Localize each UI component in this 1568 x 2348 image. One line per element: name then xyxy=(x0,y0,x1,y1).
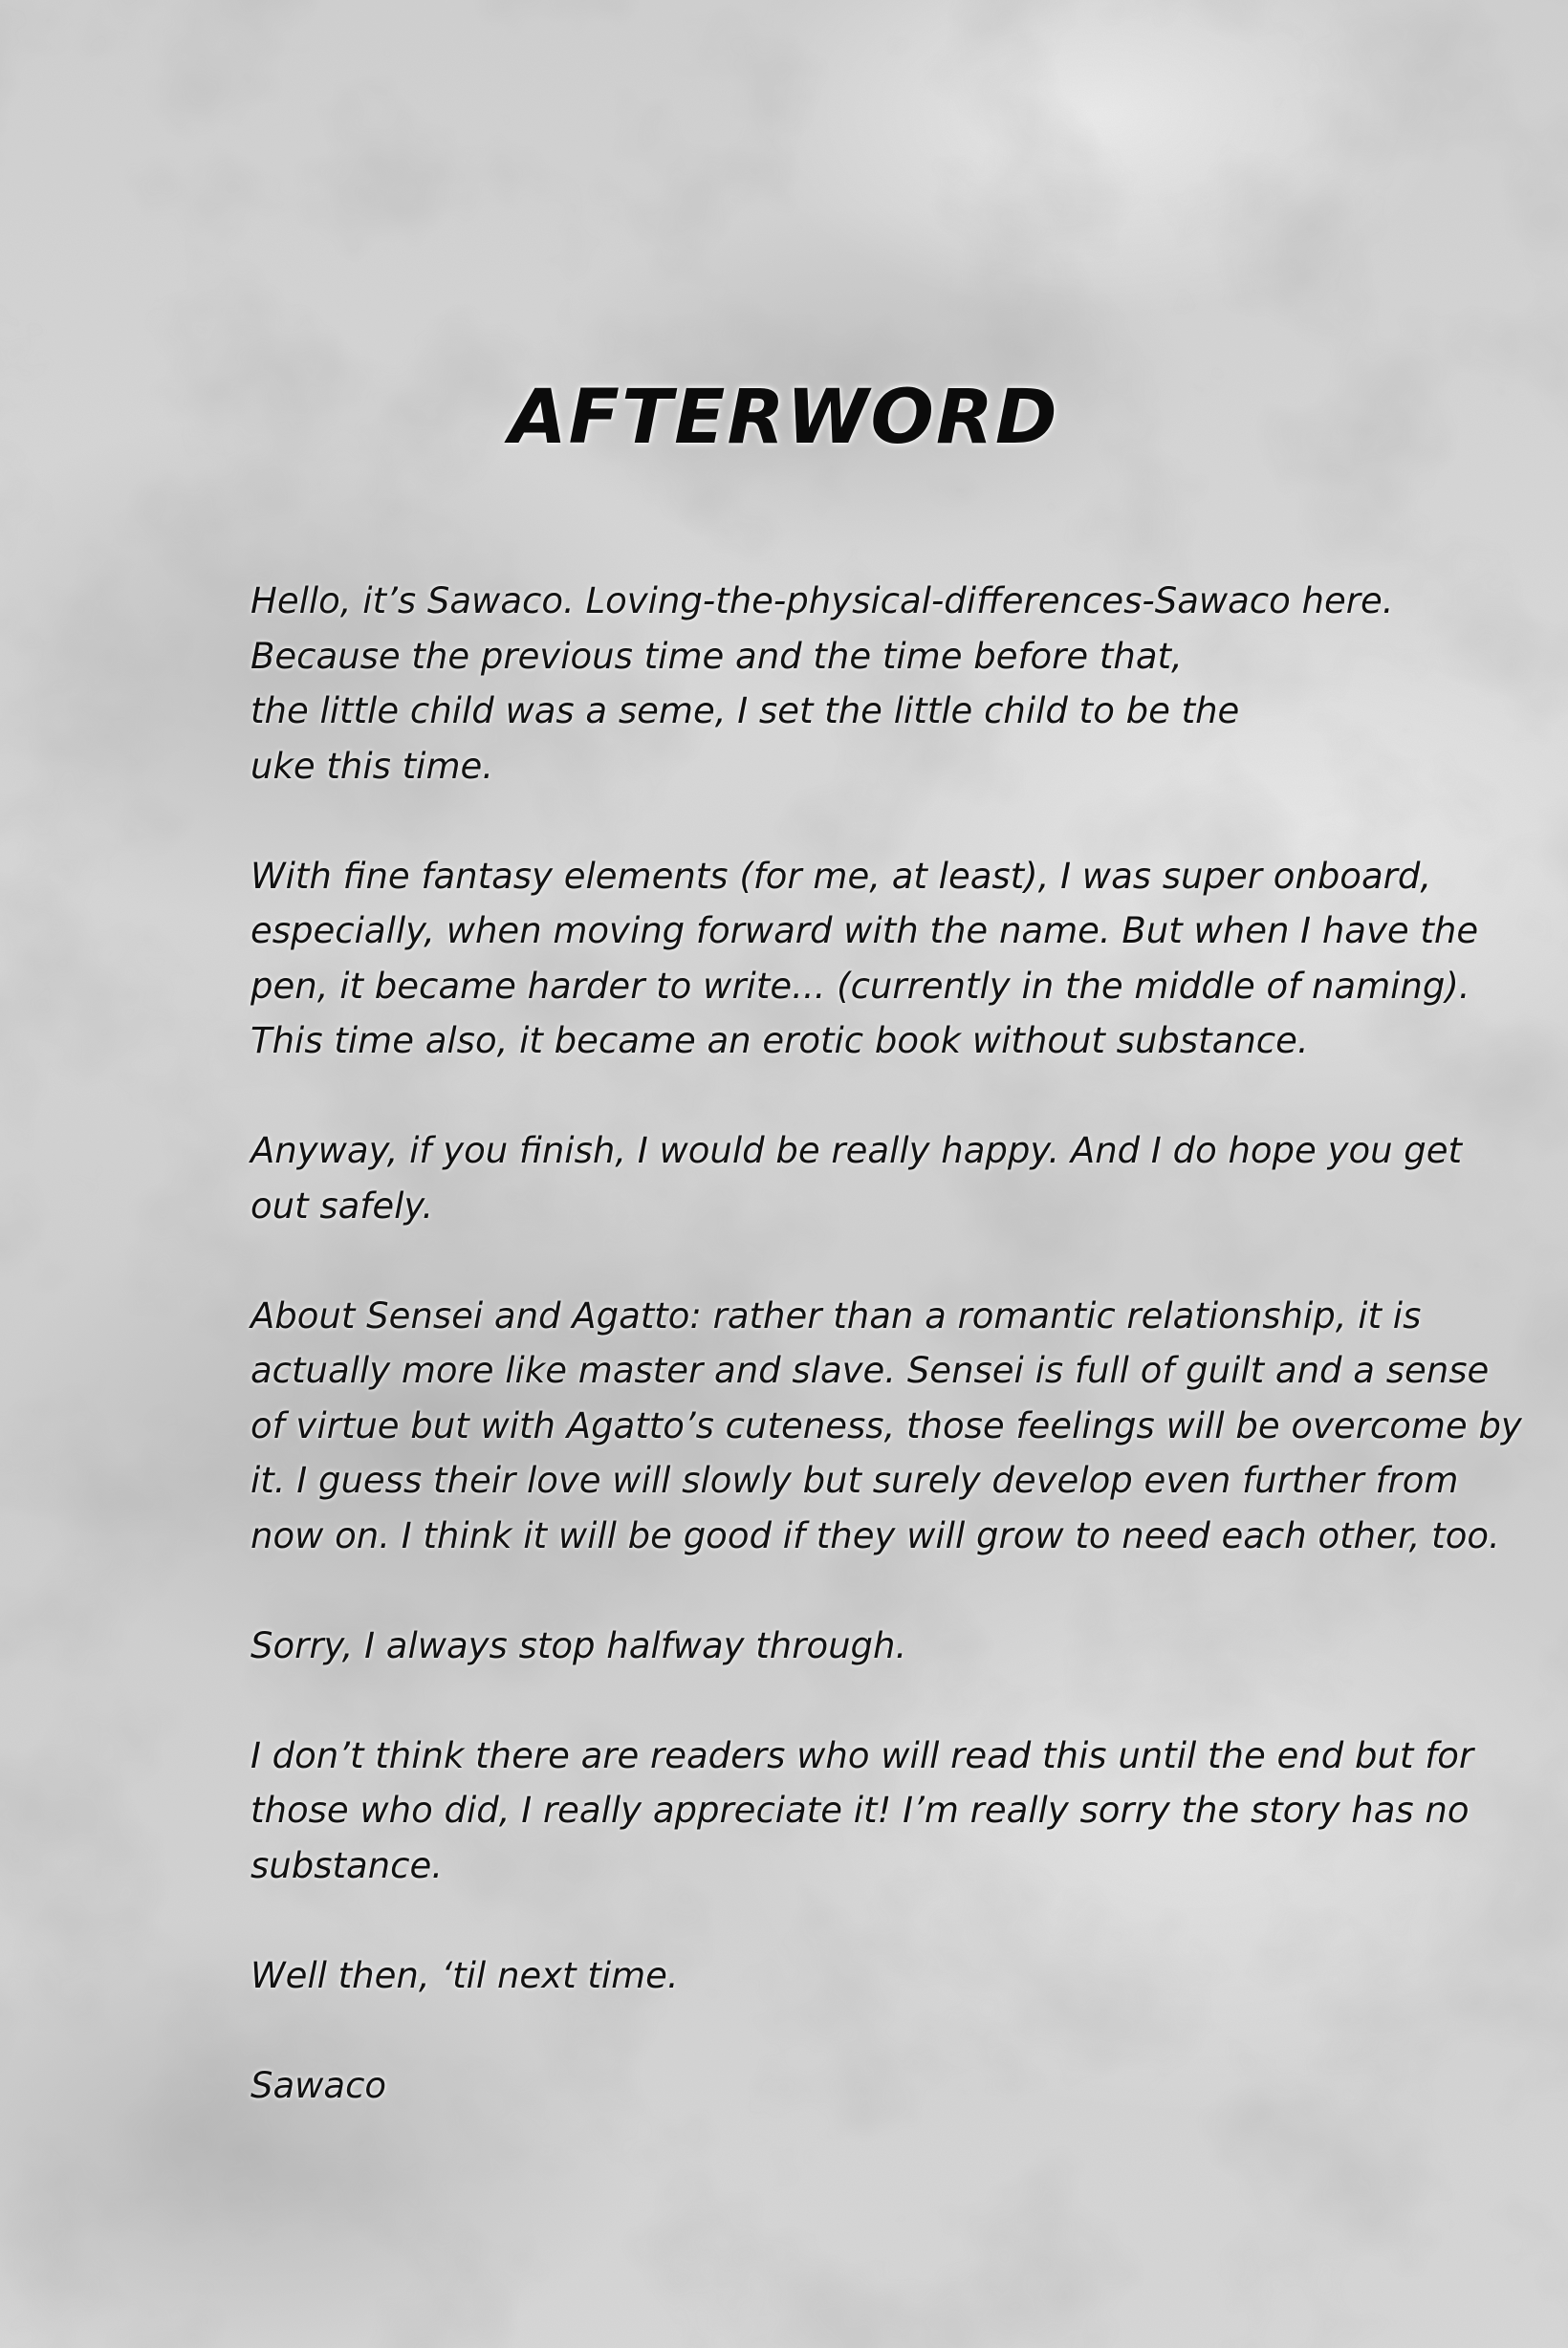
paragraph xyxy=(250,1123,1463,1233)
paragraph xyxy=(250,1619,1436,1674)
text-line: I don’t think there are readers who will read this until the end but for xyxy=(250,1734,1474,1776)
paragraph xyxy=(250,574,1436,794)
text-line: Anyway, if you finish, I would be really happy. And I do hope you get xyxy=(250,1130,1463,1171)
text-line: pen, it became harder to write... (currently in the middle of naming). xyxy=(250,965,1470,1007)
text-line: Hello, it’s Sawaco. Loving-the-physical-differences-Sawaco here. xyxy=(250,580,1394,621)
text-line: Because the previous time and the time before that, xyxy=(250,635,1183,677)
paragraph xyxy=(250,849,1479,1069)
paragraph xyxy=(250,1289,1522,1564)
text-line: Well then, ‘til next time. xyxy=(250,1954,679,1996)
text-line: of virtue but with Agatto’s cuteness, those feelings will be overcome by xyxy=(250,1404,1522,1446)
text-line: it. I guess their love will slowly but surely develop even further from xyxy=(250,1460,1459,1501)
paragraph xyxy=(250,1728,1474,1894)
text-line: This time also, it became an erotic book without substance. xyxy=(250,1020,1309,1061)
paragraph xyxy=(250,1948,1436,2004)
text-line: uke this time. xyxy=(250,745,494,787)
text-line: those who did, I really appreciate it! I’m really sorry the story has no xyxy=(250,1790,1470,1831)
text-line: About Sensei and Agatto: rather than a romantic relationship, it is xyxy=(250,1294,1422,1337)
text-line: especially, when moving forward with the name. But when I have the xyxy=(250,910,1479,951)
text-line: Sorry, I always stop halfway through. xyxy=(250,1624,907,1666)
text-line: now on. I think it will be good if they will grow to need each other, too. xyxy=(250,1514,1500,1556)
page-title: AFTERWORD xyxy=(509,375,1059,461)
afterword-body xyxy=(250,574,1522,2113)
text-line: out safely. xyxy=(250,1185,434,1227)
text-line: the little child was a seme, I set the little child to be the xyxy=(250,690,1240,731)
signature: Sawaco xyxy=(250,2064,387,2106)
text-line: With fine fantasy elements (for me, at least), I was super onboard, xyxy=(250,855,1432,897)
text-line: actually more like master and slave. Sensei is full of guilt and a sense xyxy=(250,1350,1490,1391)
text-line: substance. xyxy=(250,1844,443,1886)
